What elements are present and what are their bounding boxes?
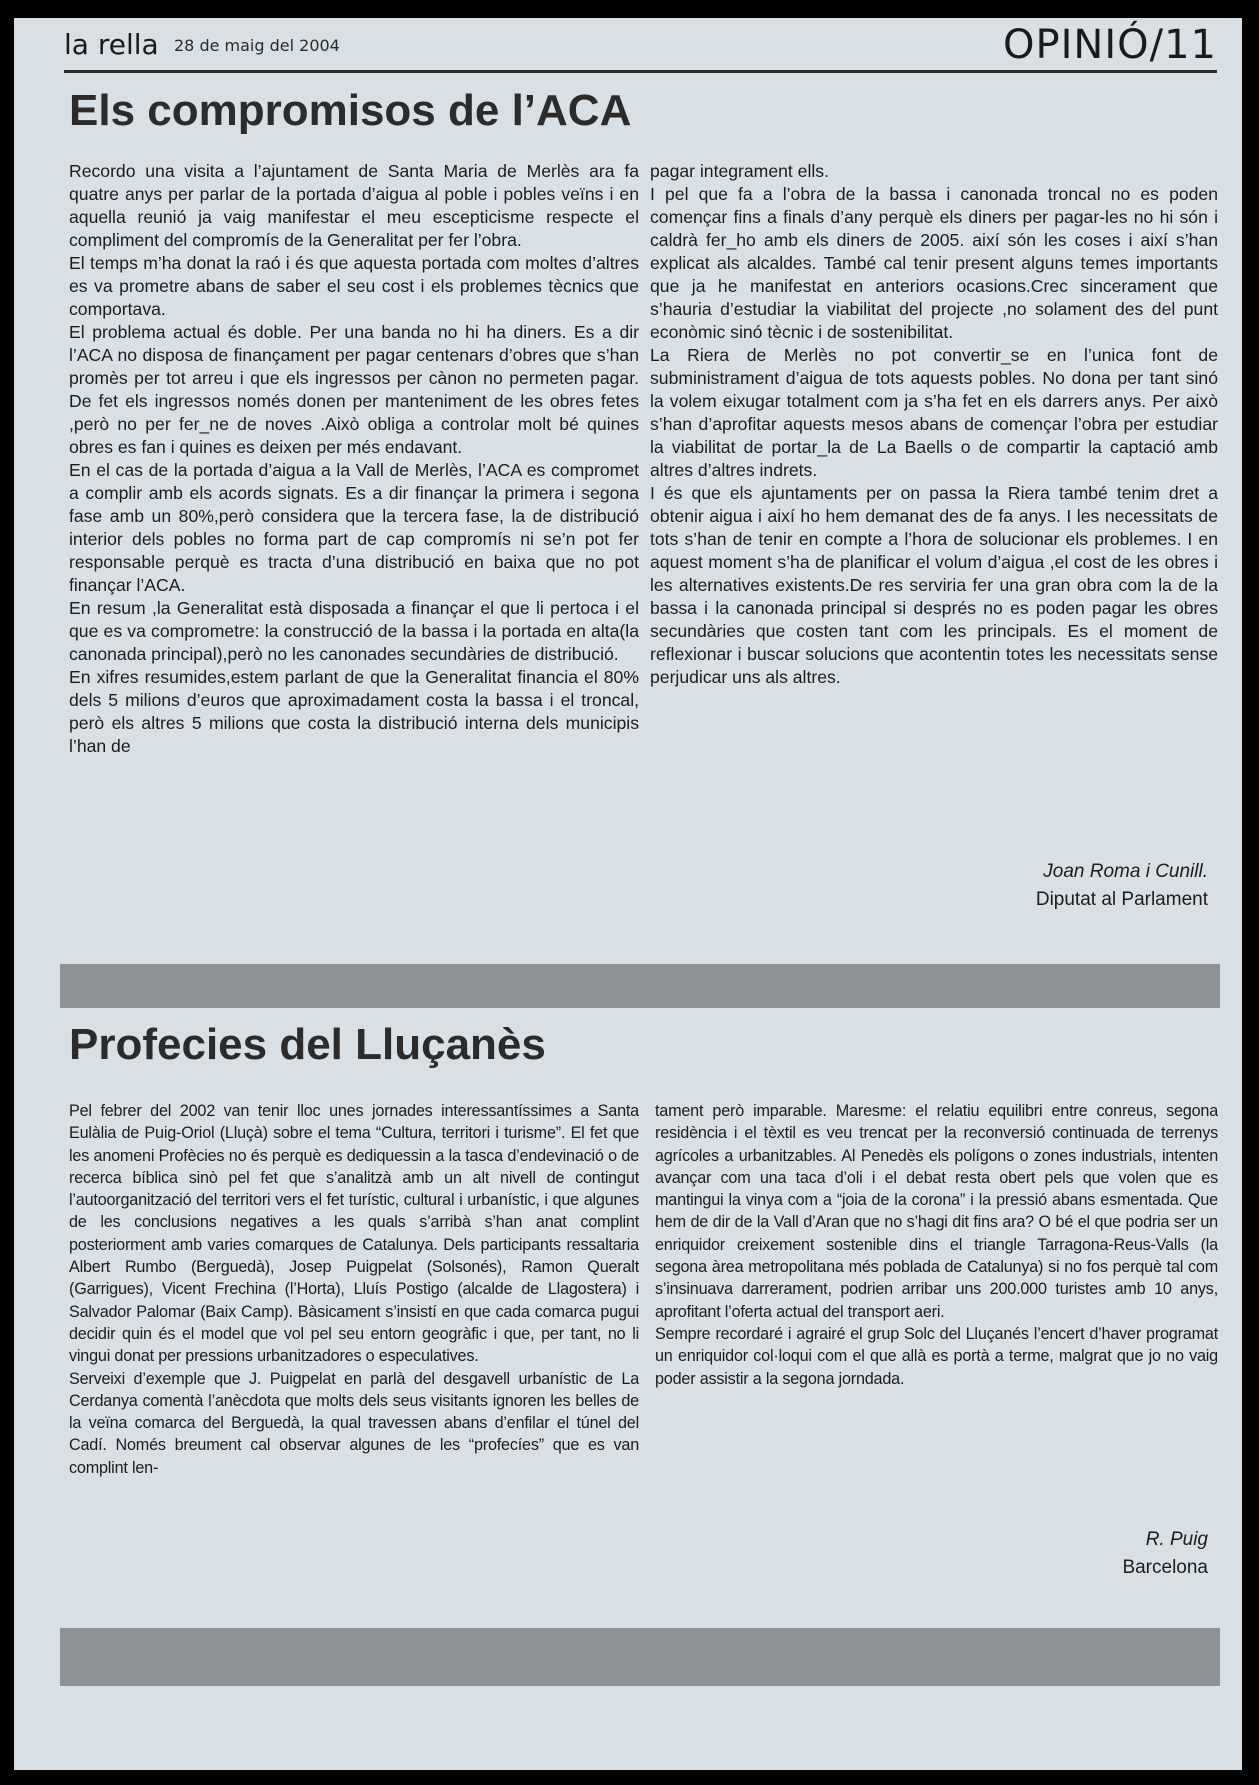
article-2-headline: Profecies del Lluçanès [69,1020,546,1069]
paragraph: tament però imparable. Maresme: el relatiu equilibri entre conreus, segona residència i el tèxtil es veu trencat per la reconversió continuada de terrenys agrícoles a urbanitzables. Al Penedès els polígons o zones industrials, intenten avançar com una taca d’oli i el debat resta obert pels que volen que es mantingui la vinya com a “joia de la corona” i la pressió abans esmentada. Que hem de dir de la Vall d’Aran que no s’hagi dit fins ara? O bé el que podria ser un enriquidor creixement sostenible dins el triangle Tarragona-Reus-Valls (la segona àrea metropolitana més poblada de Catalunya) si no fos perquè tal com s’insinuava darrerament, podrien arribar uns 200.000 turistes amb 10 anys, aprofitant l’oferta actual del transport aeri. [655,1102,1218,1321]
paragraph: En xifres resumides,estem parlant de que la Generalitat financia el 80% dels 5 milions d’euros que aproximadament costa la bassa i el troncal, però els altres 5 milions que costa la distribució interna dels municipis l’han de [69,667,639,756]
paragraph: Recordo una visita a l’ajuntament de Santa Maria de Merlès ara fa quatre anys per parlar de la portada d’aigua al poble i pobles veïns i en aquella reunió ja vaig manifestar el meu escepticisme respecte el compliment del compromís de la Generalitat per fer l’obra. [69,161,639,250]
paragraph: La Riera de Merlès no pot convertir_se en l’unica font de subministrament d’aigua de tots aquests pobles. No dona per tant sinó la volem eixugar totalment com ja s’ha fet en els darrers anys. Per això s’han d’aprofitar aquests mesos abans de començar l’obra per estudiar la viabilitat de portar_la de La Baells o de compartir la captació amb altres d’altres indrets. [650,345,1218,480]
section-page-label: OPINIÓ/11 [1003,22,1217,68]
author-role: Diputat al Parlament [1035,889,1208,910]
paragraph: El temps m’ha donat la raó i és que aquesta portada com moltes d’altres es va prometre abans de saber el seu cost i els problemes tècnics que comportava. [69,253,639,319]
author-place: Barcelona [1122,1557,1208,1578]
article-1-headline: Els compromisos de l’ACA [69,86,632,135]
masthead [64,22,1219,74]
paragraph: I és que els ajuntaments per on passa la Riera també tenim dret a obtenir aigua i així ho hem demanat des de fa anys. I les necessitats de tots s’han de tenir en compte a l’hora de solucionar els problemes. I en aquest moment s’ha de planificar el volum d’aigua ,el cost de les obres i les alternatives existents.De res serviria fer una gran obra com la de la bassa i la canonada principal si després no es poden pagar les obres secundàries que costen tant com les principals. Es el moment de reflexionar i buscar solucions que acontentin totes les necessitats sense perjudicar uns als altres. [650,483,1218,687]
article-2-column-1 [69,1100,639,1620]
publication-name: la rella [64,28,159,61]
article-1-column-2 [650,160,1218,860]
issue-date: 28 de maig del 2004 [174,36,340,55]
paragraph: Pel febrer del 2002 van tenir lloc unes jornades interessantíssimes a Santa Eulàlia de Puig-Oriol (Lluçà) sobre el tema “Cultura, territori i turisme”. El fet que les anomeni Profècies no és perquè es dediquessin a la tasca d’endevinació o de recerca bíblica sinò pel fet que s’analitzà amb un alt nivell de contingut l’autoorganització del territori vers el fet turístic, cultural i urbanístic, i que algunes de les conclusions negatives a les quals s’arribà s’han anat complint posteriorment amb varies comarques de Catalunya. Dels participants ressaltaria Albert Rumbo (Berguedà), Josep Puigpelat (Solsonés), Ramon Queralt (Garrigues), Vicent Frechina (l’Horta), Lluís Postigo (alcalde de Llagostera) i Salvador Palomar (Baix Camp). Bàsicament s’insistí en que cada comarca pugui decidir quin és el model que vol pel seu entorn geogràfic i que, per tant, no li vingui donat per pressions urbanitzadores o especulatives. [69,1102,639,1366]
paragraph: Serveixi d’exemple que J. Puigpelat en parlà del desgavell urbanístic de La Cerdanya comentà l’anècdota que molts dels seus visitants ignoren les belles de la veïna comarca del Berguedà, la qual travessen abans d’enfilar el túnel del Cadí. Només breument cal observar algunes de les “profecíes” que es van complint len- [69,1369,639,1477]
author-name: R. Puig [1145,1529,1208,1550]
paragraph: pagar integrament ells. [650,161,829,181]
article-2-byline [1122,1526,1208,1582]
paragraph: En resum ,la Generalitat està disposada a finançar el que li pertoca i el que es va comprometre: la construcció de la bassa i la portada en alta(la canonada principal),però no les canonades secundàries de distribució. [69,598,639,664]
paragraph: Sempre recordaré i agrairé el grup Solc del Lluçanés l’encert d’haver programat un enriquidor col·loqui com el que allà es portà a terme, malgrat que jo no vaig poder assistir a la segona jorndada. [655,1324,1218,1388]
article-1-column-1 [69,160,639,950]
paragraph: El problema actual és doble. Per una banda no hi ha diners. Es a dir l’ACA no disposa de finançament per pagar centenars d’obres que s’han promès per tot arreu i que els ingressos per cànon no permeten pagar. De fet els ingressos només donen per manteniment de les obres fetes ,però no per fer_ne de noves .Això obliga a controlar molt bé quines obres es fan i quines es deixen per més endavant. [69,322,639,457]
paragraph: I pel que fa a l’obra de la bassa i canonada troncal no es poden començar fins a finals d’any perquè els diners per pagar-les no hi són i caldrà fer_ho amb els diners de 2005. així són les coses i així s’han explicat als alcaldes. També cal tenir present alguns temes importants que ja he manifestat en anteriors ocasions.Crec sincerament que s’hauria d’estudiar la viabilitat del projecte ,no solament des del punt econòmic sinó tècnic i de sostenibilitat. [650,184,1218,342]
newspaper-page [14,18,1242,1770]
separator-band [60,964,1220,1008]
paragraph: En el cas de la portada d’aigua a la Vall de Merlès, l’ACA es compromet a complir amb els acords signats. Es a dir finançar la primera i segona fase amb un 80%,però considera que la tercera fase, la de distribució interior dels pobles no forma part de cap compromís ni se’n pot fer responsable perquè es tracta d’una distribució en baixa que no pot finançar l’ACA. [69,460,639,595]
article-2-column-2 [655,1100,1218,1500]
author-name: Joan Roma i Cunill. [1043,861,1208,882]
footer-band [60,1628,1220,1686]
masthead-rule [64,70,1217,73]
article-1-byline [1036,858,1208,914]
